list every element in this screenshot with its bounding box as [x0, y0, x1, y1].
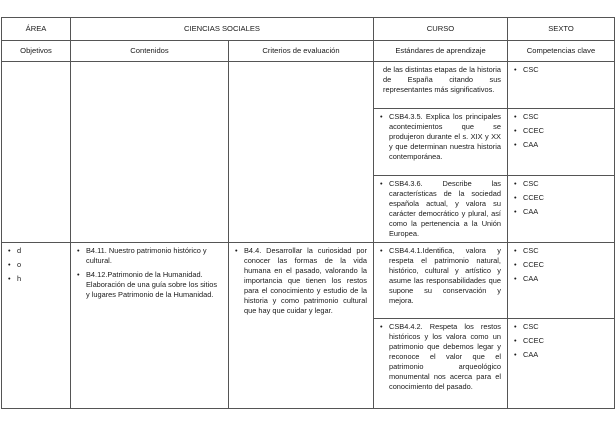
estandar-text: • CSB4.4.2. Respeta los restos históricos y los valora como un patrimonio que debemos legar y reconoce el valor que el patrimonio arqueológico monumental nos acerca para el conocimiento del pasado. [380, 322, 501, 392]
curriculum-table [1, 17, 615, 409]
competencia-item: • CAA [514, 350, 608, 360]
competencia-item: • CCEC [514, 336, 608, 346]
competencias-cell [508, 243, 615, 319]
criterio-text: • B4.4. Desarrollar la curiosidad por conocer las formas de la vida humana en el pasado, valorando la importancia que tienen los restos para el conocimiento y estudio de la historia y como patrimonio cultural que hay que cuidar y legar. [235, 246, 367, 316]
objetivo-item: • h [8, 274, 64, 284]
competencia-item: • CSC [514, 112, 608, 122]
col-contenidos: Contenidos [71, 41, 229, 62]
criterios-cell [229, 243, 374, 409]
competencia-item: • CSC [514, 179, 608, 189]
objetivo-item: • d [8, 246, 64, 256]
contenido-title: • B4.12.Patrimonio de la Humanidad. [86, 270, 203, 279]
competencia-item: • CAA [514, 140, 608, 150]
estandar-text: • CSB4.4.1.Identifica, valora y respeta el patrimonio natural, histórico, cultural y artístico y asume las responsabilidades que supone su conservación y mejora. [380, 246, 501, 306]
area-label: ÁREA [2, 18, 71, 41]
competencia-item: • CSC [514, 65, 608, 75]
table-row [2, 62, 615, 109]
col-criterios: Criterios de evaluación [229, 41, 374, 62]
contenido-item [77, 270, 222, 300]
curso-label: CURSO [374, 18, 508, 41]
contenidos-cell [71, 243, 229, 409]
competencias-cell [508, 176, 615, 243]
table-row [2, 243, 615, 319]
competencias-cell [508, 319, 615, 409]
competencia-item: • CSC [514, 246, 608, 256]
col-competencias: Competencias clave [508, 41, 615, 62]
estandar-cell [374, 243, 508, 319]
estandar-text: de las distintas etapas de la historia de España citando sus representantes más significativos. [383, 65, 501, 94]
col-objetivos: Objetivos [2, 41, 71, 62]
competencia-item: • CSC [514, 322, 608, 332]
contenido-extra: Elaboración de una guía sobre los sitios y lugares Patrimonio de la Humanidad. [86, 280, 218, 299]
criterios-cell-empty [229, 62, 374, 243]
competencia-item: • CCEC [514, 126, 608, 136]
contenidos-cell-empty [71, 62, 229, 243]
curso-value: SEXTO [508, 18, 615, 41]
competencia-item: • CCEC [514, 260, 608, 270]
objetivos-cell-empty [2, 62, 71, 243]
competencias-cell [508, 62, 615, 109]
estandar-cell [374, 176, 508, 243]
col-estandares: Estándares de aprendizaje [374, 41, 508, 62]
column-header-row [2, 41, 615, 62]
competencias-cell [508, 109, 615, 176]
competencia-item: • CAA [514, 207, 608, 217]
estandar-text: • CSB4.3.5. Explica los principales acontecimientos que se produjeron durante el s. XIX y XX y que determinan nuestra historia contemporánea. [380, 112, 501, 162]
contenido-item: • B4.11. Nuestro patrimonio histórico y cultural. [77, 246, 222, 266]
competencia-item: • CAA [514, 274, 608, 284]
competencia-item: • CCEC [514, 193, 608, 203]
estandar-text: • CSB4.3.6. Describe las características de la sociedad española actual, y valora su carácter democrático y plural, así como la pertenencia a la Unión Europea. [380, 179, 501, 239]
estandar-cell [374, 62, 508, 109]
header-row [2, 18, 615, 41]
objetivos-cell [2, 243, 71, 409]
area-value: CIENCIAS SOCIALES [71, 18, 374, 41]
estandar-cell [374, 109, 508, 176]
objetivo-item: • o [8, 260, 64, 270]
estandar-cell [374, 319, 508, 409]
